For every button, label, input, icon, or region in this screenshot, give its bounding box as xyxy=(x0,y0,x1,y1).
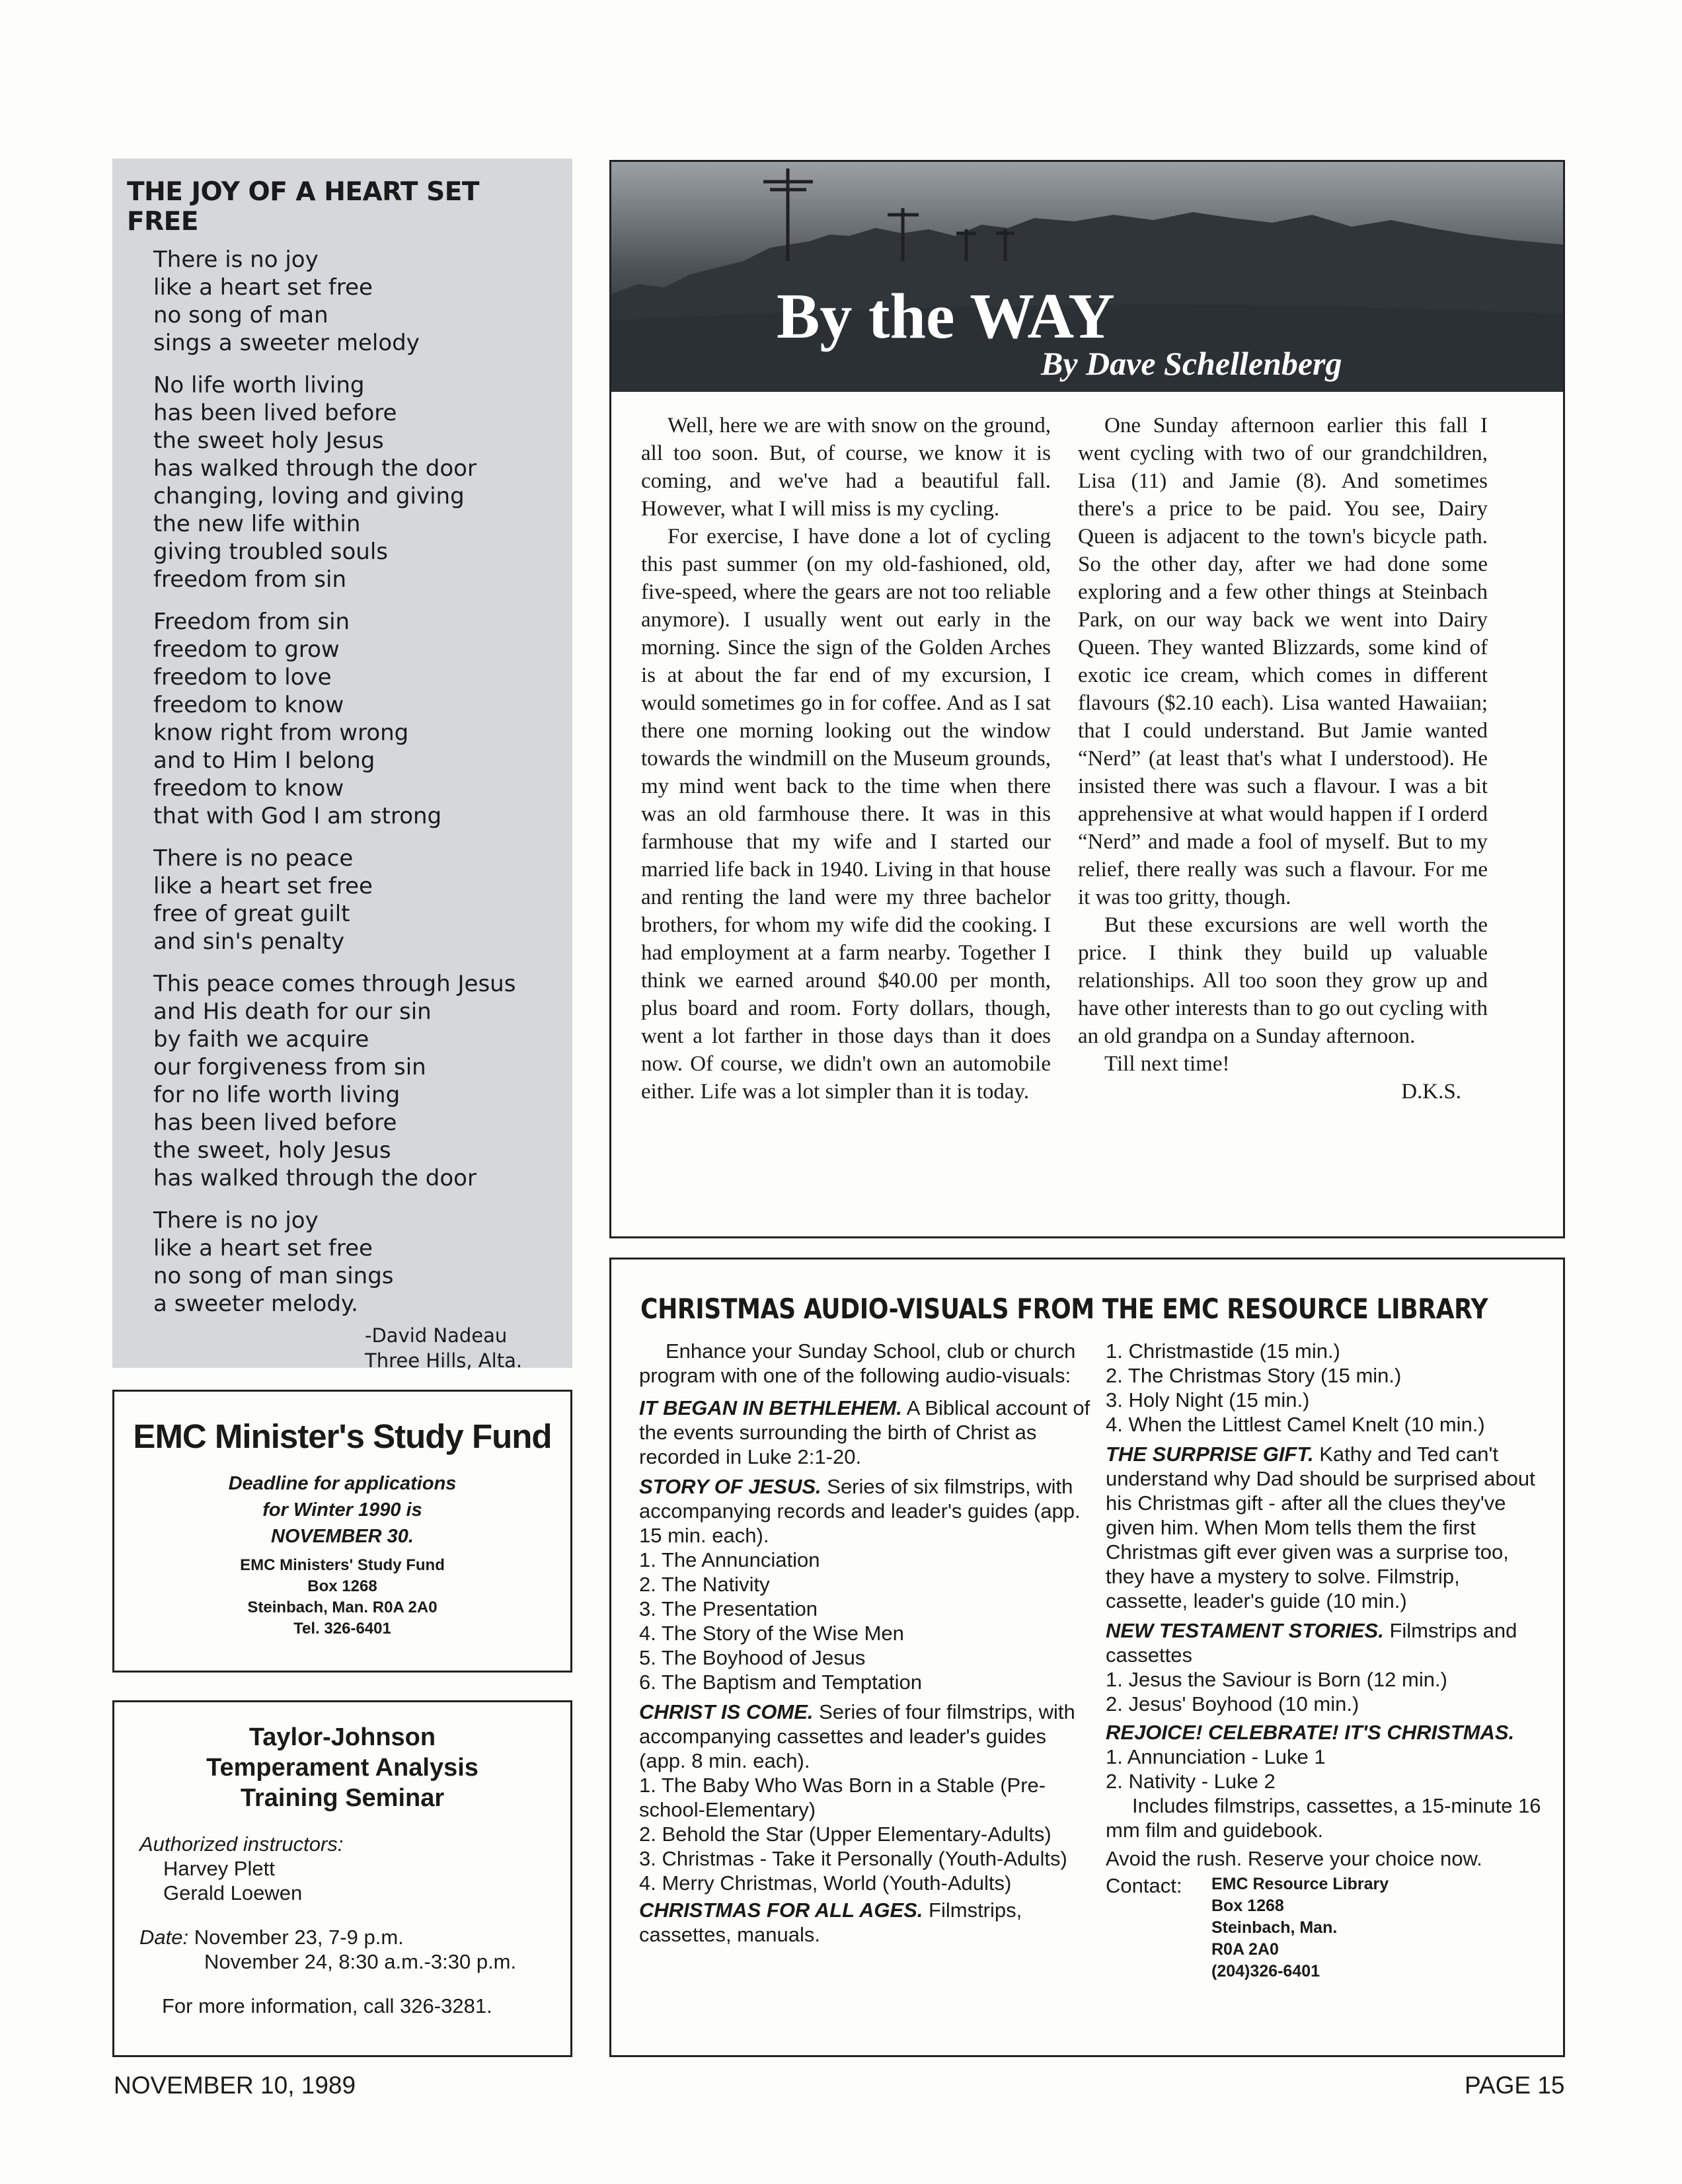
signature: D.K.S. xyxy=(1401,1080,1461,1104)
poem-location: Three Hills, Alta. xyxy=(365,1349,523,1372)
poem-line: There is no joy xyxy=(153,1207,319,1234)
av-column-right xyxy=(1106,1339,1542,1982)
paragraph: Well, here we are with snow on the ground, all too soon. But, of course, we know it is coming, and we've had a beautiful fall. However, what I will miss is my cycling. xyxy=(641,414,1051,521)
fund-address-line: EMC Ministers' Study Fund xyxy=(240,1556,445,1574)
poem-line: a sweeter melody. xyxy=(153,1291,358,1317)
av-item-title: CHRIST IS COME. xyxy=(639,1700,814,1723)
seminar-info: For more information, call 326-3281. xyxy=(162,1994,492,2017)
poem-stanza xyxy=(153,970,558,1192)
fund-phone: Tel. 326-6401 xyxy=(293,1620,391,1638)
poem-line: There is no peace xyxy=(153,845,354,872)
banner-photo xyxy=(611,162,1563,392)
paragraph: But these excursions are well worth the price. I think they build up valuable relationships. All too soon they grow up and have other interests than to go out cycling with an old grandpa on a Sunday afternoon. xyxy=(1078,913,1488,1048)
av-item xyxy=(639,1474,1095,1548)
poem-line: This peace comes through Jesus xyxy=(153,971,516,997)
poem-line: has been lived before xyxy=(153,1110,397,1136)
contact-phone: (204)326-6401 xyxy=(1211,1962,1320,1980)
av-item-text: Series of four filmstrips, with accompanying cassettes and leader's guides (app. 8 min. each). xyxy=(639,1700,1075,1772)
av-item xyxy=(639,1898,1095,1947)
seminar-date: November 23, 7-9 p.m. xyxy=(194,1926,404,1949)
av-item-title: STORY OF JESUS. xyxy=(639,1475,822,1498)
poem-line: Freedom from sin xyxy=(153,609,350,635)
poem-attribution xyxy=(127,1323,558,1373)
av-column-left xyxy=(639,1339,1095,1947)
av-item-text: Includes filmstrips, cassettes, a 15-minute 16 mm film and guidebook. xyxy=(1106,1794,1541,1842)
av-title: CHRISTMAS AUDIO-VISUALS FROM THE EMC RESOURCE LIBRARY xyxy=(640,1293,1488,1325)
poem-line: and sin's penalty xyxy=(153,928,345,955)
av-list-item: 6. The Baptism and Temptation xyxy=(639,1671,922,1694)
av-item-text: Kathy and Ted can't understand why Dad should be surprised about his Christmas gift - after all the clues they've given him. When Mom tells them the first Christmas gift ever given was a surprise too, they have a mystery to solve. Filmstrip, cassette, leader's guide (10 min.) xyxy=(1106,1443,1535,1612)
av-item-text: Filmstrips, cassettes, manuals. xyxy=(639,1899,1022,1946)
contact-details xyxy=(1211,1873,1389,1982)
instructors-label: Authorized instructors: xyxy=(139,1832,344,1856)
contact-line: Steinbach, Man. xyxy=(1211,1918,1338,1937)
av-item-text: Filmstrips and cassettes xyxy=(1106,1619,1517,1667)
av-item xyxy=(1106,1442,1542,1613)
av-item-title: NEW TESTAMENT STORIES. xyxy=(1106,1619,1384,1642)
poem-box xyxy=(112,159,572,1372)
poem-line: and to Him I belong xyxy=(153,747,375,774)
av-list-item: 4. Merry Christmas, World (Youth-Adults) xyxy=(639,1871,1012,1895)
poem-line: our forgiveness from sin xyxy=(153,1054,426,1080)
av-list-item: 1. Christmastide (15 min.) xyxy=(1106,1339,1340,1363)
av-list-item: 3. Christmas - Take it Personally (Youth-Adults) xyxy=(639,1847,1067,1870)
poem-line: the new life within xyxy=(153,511,361,537)
poem-line: giving troubled souls xyxy=(153,539,389,565)
av-list-item: 2. Jesus' Boyhood (10 min.) xyxy=(1106,1692,1359,1715)
poem-title: THE JOY OF A HEART SET FREE xyxy=(127,177,479,237)
instructor-name: Gerald Loewen xyxy=(163,1881,303,1904)
seminar-date: November 24, 8:30 a.m.-3:30 p.m. xyxy=(204,1950,517,1973)
poem-line: and His death for our sin xyxy=(153,998,432,1025)
poem-line: has been lived before xyxy=(153,400,397,426)
instructor-name: Harvey Plett xyxy=(163,1857,275,1880)
poem-stanza xyxy=(153,246,558,357)
contact-label: Contact: xyxy=(1106,1874,1182,1897)
poem-author: -David Nadeau xyxy=(365,1324,508,1347)
paragraph: Till next time! xyxy=(1104,1052,1230,1076)
av-rush-note: Avoid the rush. Reserve your choice now. xyxy=(1106,1847,1482,1870)
av-item-title: IT BEGAN IN BETHLEHEM. xyxy=(639,1396,902,1419)
av-list-item: 2. The Christmas Story (15 min.) xyxy=(1106,1364,1402,1387)
contact-line: EMC Resource Library xyxy=(1211,1875,1389,1893)
poem-line: sings a sweeter melody xyxy=(153,330,420,356)
av-list-item: 2. Nativity - Luke 2 xyxy=(1106,1770,1276,1793)
seminar-box xyxy=(112,1700,572,2057)
av-list-item: 1. Annunciation - Luke 1 xyxy=(1106,1745,1326,1768)
column-title: By the WAY xyxy=(777,281,1115,352)
poem-stanza xyxy=(153,608,558,830)
poem-line: like a heart set free xyxy=(153,873,373,899)
contact-line: R0A 2A0 xyxy=(1211,1940,1279,1959)
poem-line: that with God I am strong xyxy=(153,803,442,829)
poem-line: the sweet, holy Jesus xyxy=(153,1137,391,1164)
poem-line: no song of man xyxy=(153,302,328,328)
av-item-title: CHRISTMAS FOR ALL AGES. xyxy=(639,1899,923,1922)
footer-date: NOVEMBER 10, 1989 xyxy=(114,2072,356,2099)
av-list-item: 5. The Boyhood of Jesus xyxy=(639,1646,866,1669)
av-list-item: 2. Behold the Star (Upper Elementary-Adults) xyxy=(639,1823,1051,1846)
av-item-text: Series of six filmstrips, with accompanying records and leader's guides (app. 15 min. each). xyxy=(639,1475,1081,1547)
av-intro: Enhance your Sunday School, club or church program with one of the following audio-visuals: xyxy=(639,1339,1076,1387)
av-item-title: REJOICE! CELEBRATE! IT'S CHRISTMAS. xyxy=(1106,1721,1515,1744)
av-item-title: THE SURPRISE GIFT. xyxy=(1106,1443,1314,1466)
seminar-title xyxy=(114,1722,570,1813)
poem-stanza xyxy=(153,845,558,956)
fund-deadline-date: NOVEMBER 30. xyxy=(271,1526,414,1547)
av-list-item: 2. The Nativity xyxy=(639,1573,770,1596)
poem-line: like a heart set free xyxy=(153,274,373,301)
av-list-item: 1. The Annunciation xyxy=(639,1548,820,1571)
poem-line: freedom from sin xyxy=(153,566,346,593)
column-byline: By Dave Schellenberg xyxy=(1041,345,1342,382)
date-label: Date: xyxy=(139,1926,189,1949)
av-list-item: 1. Jesus the Saviour is Born (12 min.) xyxy=(1106,1668,1447,1691)
poem-line: has walked through the door xyxy=(153,1165,477,1191)
poem-stanza xyxy=(153,371,558,593)
seminar-title-line: Temperament Analysis xyxy=(206,1754,478,1782)
seminar-title-line: Taylor-Johnson xyxy=(248,1723,436,1751)
poem-line: free of great guilt xyxy=(153,901,350,927)
av-item-text: A Biblical account of the events surrounding the birth of Christ as recorded in Luke 2:1-20. xyxy=(639,1396,1090,1468)
paragraph: For exercise, I have done a lot of cycling this past summer (on my old-fashioned, old, five-speed, where the gears are not too reliable anymore). I usually went out early in the morning. Since the sign of the Golden Arches is at about the far end of my excursion, I would sometimes go in for coffee. And as I sat there one morning looking out the window towards the windmill on the Museum grounds, my mind went back to the time when there was an old farmhouse there. It was in this farmhouse that my wife and I started our married life back in 1940. Living in that house and renting the land were my three bachelor brothers, for whom my wife did the cooking. I had employment at a farm nearby. Together I think we earned around $40.00 per month, plus board and room. Forty dollars, though, went a lot farther in those days than it does now. Of course, we didn't own an automobile either. Life was a lot simpler than it is today. xyxy=(641,525,1051,1104)
av-list-item: 4. The Story of the Wise Men xyxy=(639,1622,904,1645)
contact-line: Box 1268 xyxy=(1211,1897,1284,1915)
poem-line: There is no joy xyxy=(153,246,319,273)
poem-line: the sweet holy Jesus xyxy=(153,428,384,454)
av-list-item: 1. The Baby Who Was Born in a Stable (Pre-school-Elementary) xyxy=(639,1774,1046,1821)
poem-line: no song of man sings xyxy=(153,1263,394,1289)
fund-address-line: Steinbach, Man. R0A 2A0 xyxy=(247,1599,438,1616)
poem-line: freedom to know xyxy=(153,775,344,802)
by-the-way-box xyxy=(609,160,1565,1238)
poem-stanza xyxy=(153,1207,558,1318)
contact-block xyxy=(1106,1873,1542,1982)
poem-line: by faith we acquire xyxy=(153,1026,369,1053)
study-fund-box xyxy=(112,1390,572,1673)
poem-line: has walked through the door xyxy=(153,455,477,482)
poem-line: freedom to love xyxy=(153,664,332,691)
paragraph: One Sunday afternoon earlier this fall I went cycling with two of our grandchildren, Lisa (11) and Jamie (8). And sometimes there's a price to be paid. You see, Dairy Queen is adjacent to the town's bicycle path. So the other day, after we had done some exploring and a few other things at Steinbach Park, on our way back we went into Dairy Queen. They wanted Blizzards, some kind of exotic ice cream, which comes in different flavours ($2.10 each). Lisa wanted Hawaiian; that I could understand. But Jamie wanted “Nerd” (at least that's what I understood). He insisted there was such a flavour. I was a bit apprehensive at what would happen if I orderd “Nerd” and made a fool of myself. But to my relief, there really was such a flavour. For me it was too gritty, though. xyxy=(1078,414,1488,909)
poem-body xyxy=(127,246,558,1318)
av-list-item: 4. When the Littlest Camel Knelt (10 min.) xyxy=(1106,1413,1485,1436)
poem-line: freedom to grow xyxy=(153,636,340,663)
seminar-title-line: Training Seminar xyxy=(240,1784,445,1812)
av-item xyxy=(1106,1618,1542,1667)
fund-deadline-line: Deadline for applications xyxy=(228,1473,457,1494)
av-item xyxy=(639,1396,1095,1469)
poem-line: like a heart set free xyxy=(153,1235,373,1261)
column-text-right xyxy=(1078,412,1488,1106)
poem-line: changing, loving and giving xyxy=(153,483,465,509)
study-fund-title: EMC Minister's Study Fund xyxy=(133,1417,552,1455)
av-item xyxy=(639,1700,1095,1773)
seminar-date-row xyxy=(114,1925,570,1949)
poem-line: freedom to know xyxy=(153,692,344,718)
poem-line: for no life worth living xyxy=(153,1082,401,1108)
column-text-left xyxy=(641,412,1051,1106)
poem-line: know right from wrong xyxy=(153,720,409,746)
poem-line: No life worth living xyxy=(153,372,365,398)
av-list-item: 3. Holy Night (15 min.) xyxy=(1106,1388,1310,1412)
fund-address-line: Box 1268 xyxy=(307,1577,377,1595)
christmas-av-box xyxy=(609,1258,1565,2057)
page-number: PAGE 15 xyxy=(1465,2072,1565,2099)
fund-deadline-line: for Winter 1990 is xyxy=(262,1499,422,1521)
av-list-item: 3. The Presentation xyxy=(639,1597,818,1620)
